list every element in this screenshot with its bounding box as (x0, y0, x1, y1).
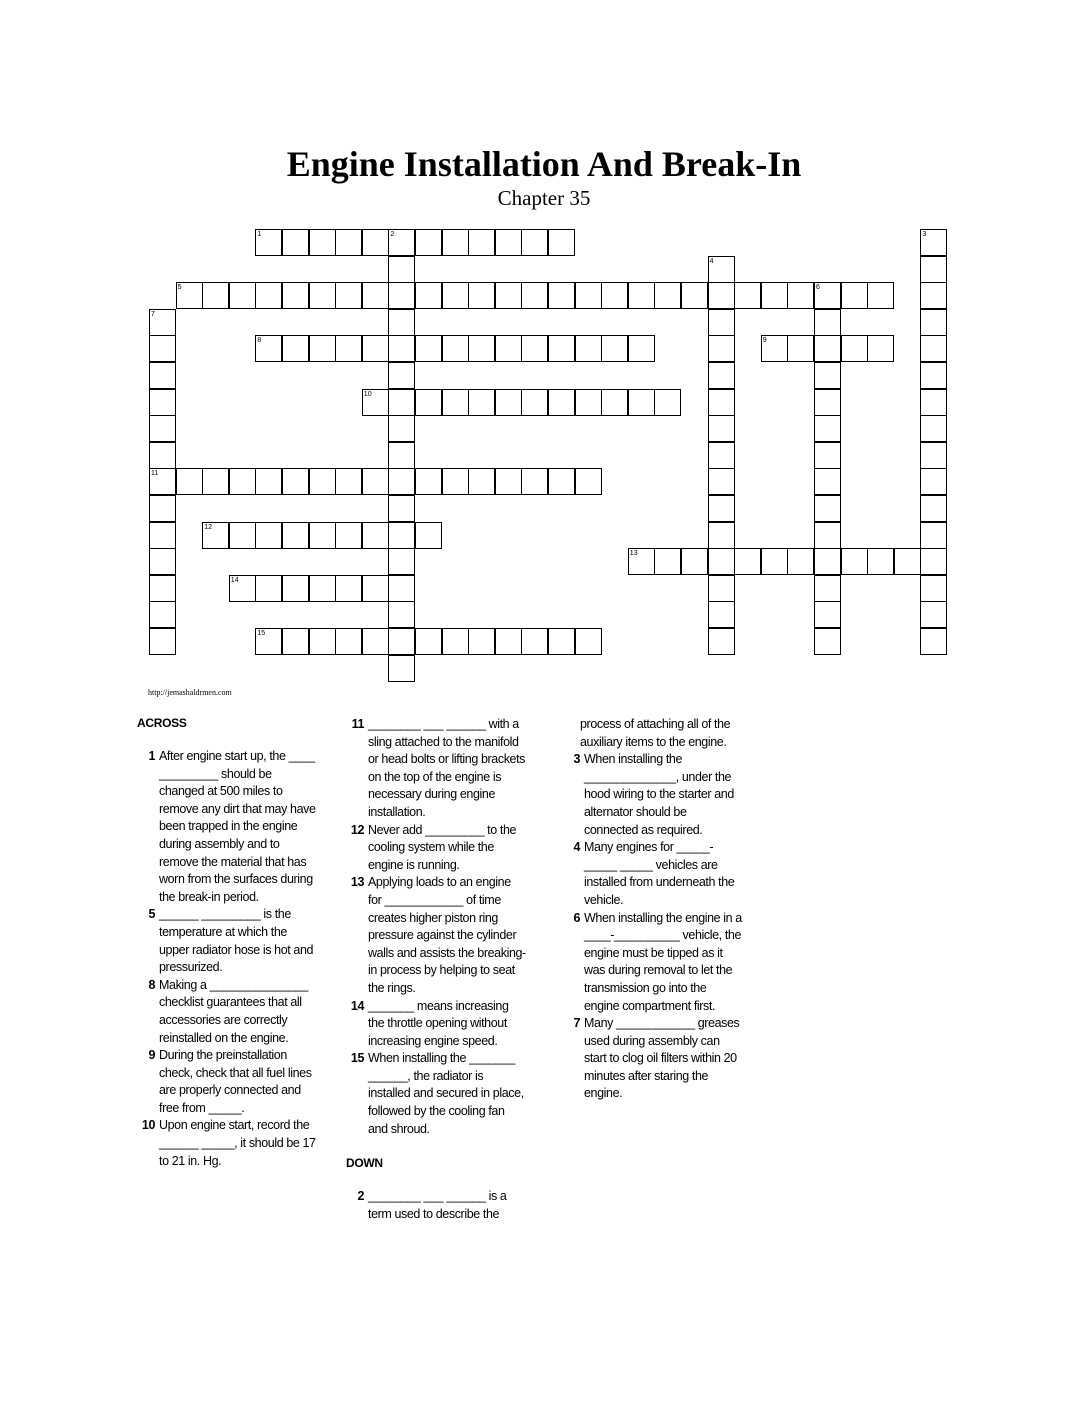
grid-cell[interactable] (149, 548, 176, 575)
clue-text: When installing the _______ ______, the radiator is installed and secured in place, followed by the cooling fan and shroud. (368, 1051, 524, 1136)
grid-cell[interactable] (388, 256, 415, 283)
grid-cell[interactable] (814, 389, 841, 416)
clue-number: 11 (351, 717, 364, 731)
grid-cell[interactable] (708, 548, 735, 575)
grid-cell[interactable] (867, 548, 894, 575)
clue-text: _______ means increasing the throttle opening without increasing engine speed. (368, 998, 509, 1048)
grid-cell[interactable] (149, 389, 176, 416)
grid-cell[interactable] (575, 468, 602, 495)
grid-cell[interactable] (149, 362, 176, 389)
clue-number: 1 (148, 749, 155, 763)
grid-number: 14 (230, 576, 239, 584)
grid-number: 12 (204, 523, 212, 531)
grid-cell[interactable] (282, 229, 309, 256)
clue-text: Applying loads to an engine for ____________ of time creates higher piston ring pressure against the cylinder walls and assists the breaking-in process by helping to seat the rings. (368, 875, 526, 995)
grid-cell[interactable] (309, 575, 336, 602)
grid-cell[interactable] (628, 282, 655, 309)
page-title: Engine Installation And Break-In (286, 144, 802, 184)
clue-number: 5 (148, 907, 155, 922)
grid-cell[interactable] (548, 282, 575, 309)
clue-text: Many engines for _____-_____ _____ vehicles are installed from underneath the vehicle. (584, 840, 735, 907)
grid-cell[interactable] (761, 282, 788, 309)
grid-cell[interactable] (468, 229, 495, 256)
clue-text: Never add _________ to the cooling system while the engine is running. (368, 822, 517, 872)
clue-across-15 (346, 1050, 546, 1138)
grid-cell[interactable] (708, 282, 735, 309)
clue-number: 10 (141, 1118, 155, 1133)
grid-cell[interactable] (442, 389, 469, 416)
grid-cell[interactable] (521, 389, 548, 416)
grid-cell[interactable] (708, 389, 735, 416)
grid-cell[interactable] (814, 335, 841, 362)
grid-cell[interactable] (894, 548, 921, 575)
grid-cell[interactable] (814, 415, 841, 442)
grid-cell[interactable] (388, 468, 415, 495)
grid-cell[interactable] (575, 335, 602, 362)
grid-cell[interactable] (814, 601, 841, 628)
grid-cell[interactable] (920, 256, 947, 283)
grid-cell[interactable] (548, 389, 575, 416)
grid-number: 3 (922, 231, 927, 238)
grid-cell[interactable] (708, 601, 735, 628)
grid-cell[interactable] (335, 628, 362, 655)
grid-cell[interactable] (388, 522, 415, 549)
clue-across-13 (346, 874, 546, 997)
grid-cell[interactable] (388, 415, 415, 442)
grid-cell[interactable] (814, 575, 841, 602)
grid-cell[interactable] (442, 628, 469, 655)
clue-text: Making a _______________ checklist guarantees that all accessories are correctly reinstalled on the engine. (159, 977, 308, 1045)
grid-cell[interactable] (282, 468, 309, 495)
grid-cell[interactable] (814, 309, 841, 336)
grid-cell[interactable] (920, 468, 947, 495)
across-heading: ACROSS (137, 716, 187, 730)
grid-number: 9 (762, 337, 767, 345)
clue-across-14 (346, 998, 546, 1051)
grid-cell[interactable] (734, 282, 761, 309)
grid-cell[interactable] (708, 415, 735, 442)
grid-cell[interactable] (575, 628, 602, 655)
grid-cell[interactable] (255, 468, 282, 495)
clue-number: 2 (357, 1189, 364, 1204)
clue-down-2 (346, 1188, 546, 1223)
grid-cell[interactable] (920, 282, 947, 309)
grid-cell[interactable] (229, 282, 256, 309)
grid-cell[interactable] (202, 282, 229, 309)
grid-cell[interactable] (761, 548, 788, 575)
grid-cell[interactable] (362, 575, 389, 602)
grid-cell[interactable] (362, 468, 389, 495)
grid-cell[interactable] (920, 495, 947, 522)
grid-cell[interactable] (575, 389, 602, 416)
grid-cell[interactable] (388, 548, 415, 575)
grid-cell[interactable] (654, 282, 681, 309)
grid-cell[interactable] (495, 335, 522, 362)
clue-text: When installing the engine in a ____-__________ vehicle, the engine must be tipped as it was during removal to let the transmission go into the engine compartment first. (584, 910, 742, 1013)
grid-cell[interactable] (521, 335, 548, 362)
grid-cell[interactable] (309, 335, 336, 362)
grid-cell[interactable] (149, 495, 176, 522)
grid-cell[interactable] (362, 282, 389, 309)
grid-number: 4 (709, 257, 714, 265)
clue-down-7 (562, 1015, 762, 1103)
grid-cell[interactable] (601, 335, 628, 362)
crossword-grid (0, 0, 1088, 700)
grid-cell[interactable] (362, 628, 389, 655)
grid-cell[interactable] (920, 575, 947, 602)
grid-cell[interactable] (202, 468, 229, 495)
grid-cell[interactable] (442, 229, 469, 256)
clue-across-11 (346, 716, 546, 822)
grid-cell[interactable] (388, 575, 415, 602)
grid-cell[interactable] (521, 282, 548, 309)
grid-cell[interactable] (255, 282, 282, 309)
clue-number: 6 (573, 910, 580, 925)
grid-cell[interactable] (601, 389, 628, 416)
grid-cell[interactable] (814, 442, 841, 469)
grid-cell[interactable] (282, 522, 309, 549)
grid-cell[interactable] (548, 468, 575, 495)
grid-cell[interactable] (920, 601, 947, 628)
grid-cell[interactable] (149, 442, 176, 469)
clue-text: ________ ___ ______ is a term used to describe the (368, 1189, 507, 1221)
grid-cell[interactable] (920, 362, 947, 389)
grid-cell[interactable] (229, 468, 256, 495)
grid-cell[interactable] (708, 575, 735, 602)
grid-cell[interactable] (920, 628, 947, 655)
clue-number: 13 (350, 875, 364, 890)
grid-cell[interactable] (335, 335, 362, 362)
grid-cell[interactable] (149, 575, 176, 602)
grid-cell[interactable] (521, 468, 548, 495)
grid-cell[interactable] (309, 522, 336, 549)
grid-cell[interactable] (149, 628, 176, 655)
grid-cell[interactable] (920, 335, 947, 362)
grid-cell[interactable] (628, 389, 655, 416)
clue-down-6 (562, 910, 762, 1016)
clue-down-3 (562, 751, 762, 839)
page-subtitle: Chapter 35 (497, 186, 591, 210)
grid-cell[interactable] (388, 389, 415, 416)
clue-text: Upon engine start, record the ______ _____, it should be 17 to 21 in. Hg. (159, 1118, 316, 1168)
grid-cell[interactable] (601, 282, 628, 309)
grid-number: 8 (257, 337, 262, 345)
grid-cell[interactable] (708, 468, 735, 495)
grid-cell[interactable] (841, 335, 868, 362)
grid-cell[interactable] (787, 282, 814, 309)
grid-cell[interactable] (867, 282, 894, 309)
grid-cell[interactable] (814, 522, 841, 549)
grid-cell[interactable] (255, 522, 282, 549)
source-url: http://jemashaldrmen.com (148, 688, 232, 697)
grid-cell[interactable] (920, 548, 947, 575)
grid-cell[interactable] (415, 335, 442, 362)
clue-number: 8 (148, 977, 155, 992)
grid-number: 7 (151, 310, 155, 318)
grid-cell[interactable] (521, 628, 548, 655)
grid-cell[interactable] (708, 495, 735, 522)
grid-cell[interactable] (548, 628, 575, 655)
grid-cell[interactable] (388, 282, 415, 309)
grid-cell[interactable] (787, 335, 814, 362)
clue-across-5 (137, 906, 337, 976)
grid-cell[interactable] (920, 309, 947, 336)
grid-cell[interactable] (442, 335, 469, 362)
grid-cell[interactable] (681, 282, 708, 309)
grid-cell[interactable] (468, 389, 495, 416)
grid-number: 5 (177, 284, 182, 292)
grid-cell[interactable] (548, 229, 575, 256)
clue-number: 9 (148, 1048, 155, 1063)
clue-text: During the preinstallation check, check that all fuel lines are properly connected and free from _____. (159, 1048, 312, 1115)
clue-text: After engine start up, the ____ _________ should be changed at 500 miles to remove any dirt that may have been trapped in the engine during assembly and to remove the material that has worn from the surfaces during the break-in period. (159, 749, 316, 904)
grid-cell[interactable] (362, 335, 389, 362)
grid-cell[interactable] (309, 628, 336, 655)
clue-across-1 (137, 748, 337, 906)
grid-cell[interactable] (149, 335, 176, 362)
grid-number: 11 (151, 470, 159, 478)
grid-cell[interactable] (468, 282, 495, 309)
grid-cell[interactable] (282, 335, 309, 362)
grid-number: 13 (629, 550, 638, 558)
grid-cell[interactable] (388, 495, 415, 522)
grid-cell[interactable] (521, 229, 548, 256)
clue-number: 4 (573, 840, 580, 855)
clues-column-3 (562, 716, 762, 1103)
grid-cell[interactable] (920, 415, 947, 442)
clue-number: 12 (350, 822, 364, 837)
clue-across-8 (137, 977, 337, 1047)
clue-across-12 (346, 822, 546, 875)
grid-cell[interactable] (787, 548, 814, 575)
grid-cell[interactable] (282, 628, 309, 655)
grid-cell[interactable] (335, 282, 362, 309)
grid-cell[interactable] (468, 468, 495, 495)
grid-cell[interactable] (335, 229, 362, 256)
grid-cell[interactable] (388, 362, 415, 389)
grid-cell[interactable] (548, 335, 575, 362)
grid-cell[interactable] (708, 522, 735, 549)
grid-cell[interactable] (708, 362, 735, 389)
grid-cell[interactable] (282, 575, 309, 602)
clues-column-2 (346, 716, 546, 1223)
grid-cell[interactable] (814, 362, 841, 389)
grid-cell[interactable] (415, 522, 442, 549)
grid-cell[interactable] (495, 628, 522, 655)
grid-cell[interactable] (415, 282, 442, 309)
grid-cell[interactable] (841, 282, 868, 309)
grid-cell[interactable] (442, 468, 469, 495)
grid-cell[interactable] (442, 282, 469, 309)
grid-cell[interactable] (176, 468, 203, 495)
clue-number: 15 (350, 1051, 364, 1066)
clue-text: Many ____________ greases used during assembly can start to clog oil filters within 20 minutes after staring the engine. (584, 1016, 740, 1101)
grid-cell[interactable] (495, 282, 522, 309)
clue-down-2-continued: process of attaching all of the auxiliary items to the engine. (580, 717, 731, 749)
grid-cell[interactable] (814, 468, 841, 495)
grid-cell[interactable] (841, 548, 868, 575)
grid-cell[interactable] (335, 522, 362, 549)
grid-cell[interactable] (495, 468, 522, 495)
grid-cell[interactable] (468, 628, 495, 655)
grid-cell[interactable] (388, 655, 415, 682)
grid-cell[interactable] (814, 628, 841, 655)
grid-cell[interactable] (415, 229, 442, 256)
grid-cell[interactable] (575, 282, 602, 309)
grid-cell[interactable] (654, 548, 681, 575)
grid-number: 2 (390, 231, 395, 238)
grid-cell[interactable] (814, 495, 841, 522)
clue-text: ________ ___ ______ with a sling attached to the manifold or head bolts or lifting brackets on the top of the engine is necessary during engine installation. (368, 717, 526, 819)
grid-cell[interactable] (255, 575, 282, 602)
clue-number: 14 (350, 998, 364, 1013)
grid-cell[interactable] (309, 282, 336, 309)
grid-cell[interactable] (814, 548, 841, 575)
grid-cell[interactable] (149, 601, 176, 628)
grid-cell[interactable] (229, 522, 256, 549)
grid-cell[interactable] (495, 389, 522, 416)
clue-text: When installing the ______________, under the hood wiring to the starter and alternator should be connected as required. (584, 752, 734, 837)
grid-cell[interactable] (734, 548, 761, 575)
grid-cell[interactable] (415, 389, 442, 416)
grid-cell[interactable] (362, 229, 389, 256)
clue-text: ______ _________ is the temperature at which the upper radiator hose is hot and pressurized. (159, 907, 314, 975)
clue-number: 7 (573, 1016, 580, 1031)
grid-cell[interactable] (920, 442, 947, 469)
clue-number: 3 (573, 752, 580, 767)
grid-cell[interactable] (309, 229, 336, 256)
grid-cell[interactable] (388, 601, 415, 628)
grid-cell[interactable] (388, 309, 415, 336)
grid-cell[interactable] (149, 415, 176, 442)
grid-number: 15 (257, 630, 266, 637)
grid-cell[interactable] (388, 442, 415, 469)
grid-cell[interactable] (920, 522, 947, 549)
down-heading: DOWN (346, 1156, 383, 1171)
clue-across-9 (137, 1047, 337, 1117)
grid-cell[interactable] (149, 522, 176, 549)
clues-column-1 (137, 716, 337, 1170)
grid-cell[interactable] (282, 282, 309, 309)
grid-cell[interactable] (920, 389, 947, 416)
grid-cell[interactable] (309, 468, 336, 495)
grid-cell[interactable] (708, 442, 735, 469)
grid-number: 10 (363, 390, 372, 398)
grid-cell[interactable] (388, 628, 415, 655)
clue-down-4 (562, 839, 762, 909)
grid-cell[interactable] (628, 335, 655, 362)
grid-cell[interactable] (708, 335, 735, 362)
grid-cell[interactable] (335, 468, 362, 495)
grid-number: 6 (816, 284, 820, 292)
clue-across-10 (137, 1117, 337, 1170)
grid-cell[interactable] (708, 628, 735, 655)
grid-number: 1 (257, 231, 262, 238)
grid-cell[interactable] (362, 522, 389, 549)
grid-cell[interactable] (415, 628, 442, 655)
grid-cell[interactable] (708, 309, 735, 336)
grid-cell[interactable] (654, 389, 681, 416)
grid-cell[interactable] (867, 335, 894, 362)
grid-cell[interactable] (495, 229, 522, 256)
grid-cell[interactable] (468, 335, 495, 362)
grid-cell[interactable] (681, 548, 708, 575)
grid-cell[interactable] (415, 468, 442, 495)
grid-cell[interactable] (335, 575, 362, 602)
grid-cell[interactable] (388, 335, 415, 362)
